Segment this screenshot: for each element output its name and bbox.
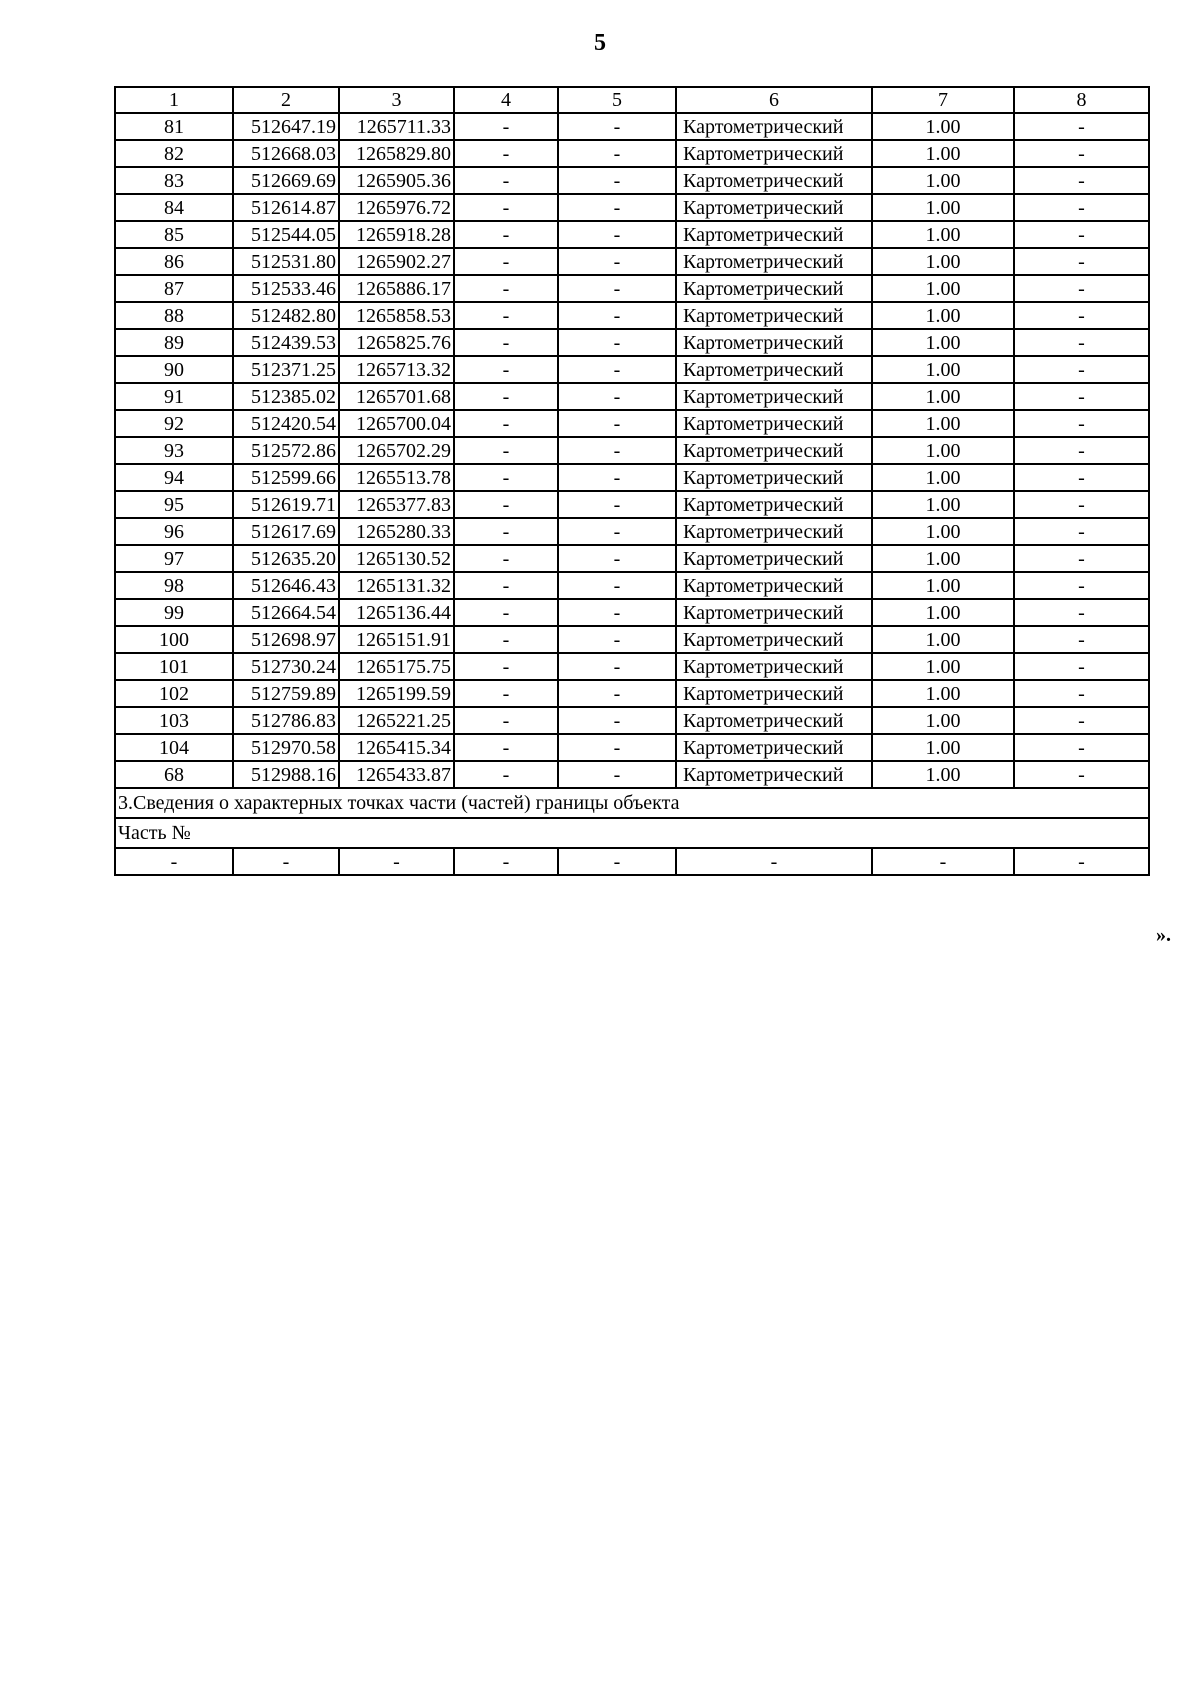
cell-col-5: - — [558, 491, 676, 518]
cell-accuracy: 1.00 — [872, 734, 1014, 761]
cell-x-coordinate: 512730.24 — [233, 653, 339, 680]
cell-y-coordinate: 1265131.32 — [339, 572, 454, 599]
cell-x-coordinate: 512385.02 — [233, 383, 339, 410]
cell-method: Картометрический — [676, 410, 872, 437]
cell-col-8: - — [1014, 275, 1149, 302]
cell-accuracy: 1.00 — [872, 761, 1014, 788]
cell-col-5: - — [558, 329, 676, 356]
cell-accuracy: 1.00 — [872, 680, 1014, 707]
cell-accuracy: 1.00 — [872, 194, 1014, 221]
cell-x-coordinate: 512617.69 — [233, 518, 339, 545]
cell-method: Картометрический — [676, 653, 872, 680]
table-row — [115, 626, 1149, 653]
table-row — [115, 599, 1149, 626]
cell-x-coordinate: 512619.71 — [233, 491, 339, 518]
table-row — [115, 329, 1149, 356]
cell-col-4: - — [454, 140, 558, 167]
cell-point-number: 89 — [115, 329, 233, 356]
cell-col-4: - — [454, 302, 558, 329]
cell-col-8: - — [1014, 221, 1149, 248]
cell-x-coordinate: 512647.19 — [233, 113, 339, 140]
cell-y-coordinate: 1265918.28 — [339, 221, 454, 248]
cell-col-8: - — [1014, 707, 1149, 734]
cell-point-number: 68 — [115, 761, 233, 788]
cell-col-5: - — [558, 167, 676, 194]
cell-y-coordinate: 1265433.87 — [339, 761, 454, 788]
empty-cell: - — [558, 848, 676, 875]
cell-x-coordinate: 512544.05 — [233, 221, 339, 248]
cell-col-4: - — [454, 545, 558, 572]
coordinates-table — [114, 86, 1150, 876]
cell-col-5: - — [558, 383, 676, 410]
cell-accuracy: 1.00 — [872, 464, 1014, 491]
cell-col-8: - — [1014, 329, 1149, 356]
cell-col-8: - — [1014, 518, 1149, 545]
cell-x-coordinate: 512668.03 — [233, 140, 339, 167]
cell-method: Картометрический — [676, 518, 872, 545]
cell-col-4: - — [454, 194, 558, 221]
cell-y-coordinate: 1265902.27 — [339, 248, 454, 275]
cell-x-coordinate: 512698.97 — [233, 626, 339, 653]
column-header-8: 8 — [1014, 87, 1149, 113]
table-row — [115, 437, 1149, 464]
table-row — [115, 221, 1149, 248]
cell-x-coordinate: 512635.20 — [233, 545, 339, 572]
table-row — [115, 113, 1149, 140]
cell-point-number: 84 — [115, 194, 233, 221]
cell-x-coordinate: 512664.54 — [233, 599, 339, 626]
cell-point-number: 104 — [115, 734, 233, 761]
table-row — [115, 167, 1149, 194]
cell-y-coordinate: 1265858.53 — [339, 302, 454, 329]
table-row — [115, 572, 1149, 599]
cell-col-5: - — [558, 248, 676, 275]
cell-method: Картометрический — [676, 545, 872, 572]
cell-x-coordinate: 512572.86 — [233, 437, 339, 464]
cell-y-coordinate: 1265701.68 — [339, 383, 454, 410]
empty-cell: - — [454, 848, 558, 875]
cell-point-number: 83 — [115, 167, 233, 194]
cell-col-8: - — [1014, 653, 1149, 680]
cell-y-coordinate: 1265700.04 — [339, 410, 454, 437]
cell-accuracy: 1.00 — [872, 626, 1014, 653]
cell-col-4: - — [454, 626, 558, 653]
table-row — [115, 194, 1149, 221]
cell-accuracy: 1.00 — [872, 302, 1014, 329]
cell-col-5: - — [558, 680, 676, 707]
cell-col-8: - — [1014, 167, 1149, 194]
cell-method: Картометрический — [676, 734, 872, 761]
cell-col-8: - — [1014, 356, 1149, 383]
empty-cell: - — [115, 848, 233, 875]
cell-col-5: - — [558, 761, 676, 788]
cell-point-number: 92 — [115, 410, 233, 437]
cell-method: Картометрический — [676, 167, 872, 194]
table-row — [115, 491, 1149, 518]
cell-col-8: - — [1014, 626, 1149, 653]
cell-point-number: 82 — [115, 140, 233, 167]
cell-col-8: - — [1014, 491, 1149, 518]
table-row — [115, 248, 1149, 275]
cell-x-coordinate: 512646.43 — [233, 572, 339, 599]
cell-col-5: - — [558, 302, 676, 329]
cell-x-coordinate: 512533.46 — [233, 275, 339, 302]
cell-col-8: - — [1014, 734, 1149, 761]
empty-cell: - — [872, 848, 1014, 875]
cell-x-coordinate: 512786.83 — [233, 707, 339, 734]
cell-point-number: 85 — [115, 221, 233, 248]
cell-method: Картометрический — [676, 140, 872, 167]
cell-y-coordinate: 1265711.33 — [339, 113, 454, 140]
table-header-row — [115, 87, 1149, 113]
cell-y-coordinate: 1265221.25 — [339, 707, 454, 734]
cell-method: Картометрический — [676, 248, 872, 275]
empty-cell: - — [233, 848, 339, 875]
cell-method: Картометрический — [676, 464, 872, 491]
empty-cell: - — [1014, 848, 1149, 875]
cell-col-4: - — [454, 707, 558, 734]
cell-point-number: 96 — [115, 518, 233, 545]
cell-x-coordinate: 512439.53 — [233, 329, 339, 356]
cell-y-coordinate: 1265825.76 — [339, 329, 454, 356]
cell-x-coordinate: 512988.16 — [233, 761, 339, 788]
cell-col-5: - — [558, 221, 676, 248]
table-row — [115, 545, 1149, 572]
cell-point-number: 95 — [115, 491, 233, 518]
cell-point-number: 101 — [115, 653, 233, 680]
cell-point-number: 103 — [115, 707, 233, 734]
cell-col-5: - — [558, 734, 676, 761]
cell-col-8: - — [1014, 410, 1149, 437]
cell-col-4: - — [454, 167, 558, 194]
cell-accuracy: 1.00 — [872, 356, 1014, 383]
cell-col-5: - — [558, 545, 676, 572]
cell-col-8: - — [1014, 464, 1149, 491]
cell-x-coordinate: 512970.58 — [233, 734, 339, 761]
cell-accuracy: 1.00 — [872, 221, 1014, 248]
cell-accuracy: 1.00 — [872, 653, 1014, 680]
cell-col-4: - — [454, 572, 558, 599]
cell-method: Картометрический — [676, 113, 872, 140]
part-number-label: Часть № — [115, 818, 1149, 848]
empty-cell: - — [339, 848, 454, 875]
cell-col-4: - — [454, 599, 558, 626]
closing-quote-mark: ». — [1156, 924, 1171, 946]
table-row — [115, 356, 1149, 383]
cell-accuracy: 1.00 — [872, 113, 1014, 140]
cell-point-number: 87 — [115, 275, 233, 302]
cell-col-4: - — [454, 464, 558, 491]
table-row — [115, 302, 1149, 329]
cell-x-coordinate: 512531.80 — [233, 248, 339, 275]
cell-col-8: - — [1014, 572, 1149, 599]
cell-method: Картометрический — [676, 329, 872, 356]
cell-method: Картометрический — [676, 302, 872, 329]
cell-method: Картометрический — [676, 680, 872, 707]
cell-accuracy: 1.00 — [872, 491, 1014, 518]
cell-col-8: - — [1014, 140, 1149, 167]
cell-col-4: - — [454, 329, 558, 356]
cell-col-5: - — [558, 356, 676, 383]
cell-point-number: 90 — [115, 356, 233, 383]
cell-accuracy: 1.00 — [872, 545, 1014, 572]
cell-method: Картометрический — [676, 491, 872, 518]
cell-col-4: - — [454, 680, 558, 707]
cell-y-coordinate: 1265280.33 — [339, 518, 454, 545]
column-header-6: 6 — [676, 87, 872, 113]
cell-col-8: - — [1014, 194, 1149, 221]
cell-method: Картометрический — [676, 599, 872, 626]
cell-col-5: - — [558, 572, 676, 599]
table-row — [115, 140, 1149, 167]
cell-accuracy: 1.00 — [872, 248, 1014, 275]
cell-accuracy: 1.00 — [872, 572, 1014, 599]
cell-col-4: - — [454, 653, 558, 680]
cell-method: Картометрический — [676, 194, 872, 221]
cell-col-4: - — [454, 761, 558, 788]
cell-col-4: - — [454, 113, 558, 140]
column-header-2: 2 — [233, 87, 339, 113]
cell-col-8: - — [1014, 599, 1149, 626]
cell-col-8: - — [1014, 248, 1149, 275]
cell-col-5: - — [558, 140, 676, 167]
cell-col-4: - — [454, 410, 558, 437]
cell-col-8: - — [1014, 680, 1149, 707]
cell-accuracy: 1.00 — [872, 329, 1014, 356]
cell-col-4: - — [454, 383, 558, 410]
cell-col-8: - — [1014, 761, 1149, 788]
cell-col-5: - — [558, 275, 676, 302]
cell-point-number: 99 — [115, 599, 233, 626]
page-number: 5 — [594, 30, 606, 56]
cell-y-coordinate: 1265151.91 — [339, 626, 454, 653]
cell-y-coordinate: 1265377.83 — [339, 491, 454, 518]
table-row — [115, 410, 1149, 437]
cell-col-5: - — [558, 707, 676, 734]
cell-y-coordinate: 1265702.29 — [339, 437, 454, 464]
cell-col-5: - — [558, 194, 676, 221]
cell-method: Картометрический — [676, 275, 872, 302]
table-row — [115, 464, 1149, 491]
column-header-1: 1 — [115, 87, 233, 113]
cell-point-number: 98 — [115, 572, 233, 599]
cell-method: Картометрический — [676, 437, 872, 464]
cell-col-4: - — [454, 734, 558, 761]
cell-accuracy: 1.00 — [872, 437, 1014, 464]
cell-y-coordinate: 1265199.59 — [339, 680, 454, 707]
cell-col-4: - — [454, 437, 558, 464]
cell-x-coordinate: 512614.87 — [233, 194, 339, 221]
table-row — [115, 761, 1149, 788]
table-body — [115, 113, 1149, 875]
cell-y-coordinate: 1265415.34 — [339, 734, 454, 761]
cell-col-5: - — [558, 653, 676, 680]
cell-y-coordinate: 1265713.32 — [339, 356, 454, 383]
table-row — [115, 680, 1149, 707]
cell-accuracy: 1.00 — [872, 707, 1014, 734]
column-header-4: 4 — [454, 87, 558, 113]
cell-y-coordinate: 1265130.52 — [339, 545, 454, 572]
cell-y-coordinate: 1265136.44 — [339, 599, 454, 626]
cell-accuracy: 1.00 — [872, 518, 1014, 545]
cell-point-number: 81 — [115, 113, 233, 140]
cell-x-coordinate: 512482.80 — [233, 302, 339, 329]
cell-x-coordinate: 512420.54 — [233, 410, 339, 437]
cell-y-coordinate: 1265175.75 — [339, 653, 454, 680]
cell-col-5: - — [558, 626, 676, 653]
cell-point-number: 91 — [115, 383, 233, 410]
cell-col-5: - — [558, 113, 676, 140]
table-row — [115, 707, 1149, 734]
cell-col-8: - — [1014, 437, 1149, 464]
cell-col-4: - — [454, 518, 558, 545]
cell-col-4: - — [454, 248, 558, 275]
cell-col-4: - — [454, 221, 558, 248]
column-header-7: 7 — [872, 87, 1014, 113]
cell-y-coordinate: 1265976.72 — [339, 194, 454, 221]
column-header-5: 5 — [558, 87, 676, 113]
cell-accuracy: 1.00 — [872, 275, 1014, 302]
empty-cell: - — [676, 848, 872, 875]
cell-accuracy: 1.00 — [872, 599, 1014, 626]
cell-x-coordinate: 512599.66 — [233, 464, 339, 491]
cell-col-5: - — [558, 410, 676, 437]
cell-point-number: 93 — [115, 437, 233, 464]
cell-col-4: - — [454, 491, 558, 518]
cell-method: Картометрический — [676, 356, 872, 383]
table-row — [115, 383, 1149, 410]
cell-col-5: - — [558, 437, 676, 464]
cell-accuracy: 1.00 — [872, 140, 1014, 167]
cell-col-4: - — [454, 275, 558, 302]
column-header-3: 3 — [339, 87, 454, 113]
cell-method: Картометрический — [676, 572, 872, 599]
cell-col-8: - — [1014, 302, 1149, 329]
cell-y-coordinate: 1265905.36 — [339, 167, 454, 194]
cell-col-5: - — [558, 518, 676, 545]
cell-point-number: 88 — [115, 302, 233, 329]
cell-method: Картометрический — [676, 221, 872, 248]
cell-method: Картометрический — [676, 707, 872, 734]
table-row — [115, 518, 1149, 545]
cell-accuracy: 1.00 — [872, 383, 1014, 410]
cell-method: Картометрический — [676, 761, 872, 788]
cell-accuracy: 1.00 — [872, 167, 1014, 194]
cell-col-8: - — [1014, 545, 1149, 572]
section-3-title: 3.Сведения о характерных точках части (частей) границы объекта — [115, 788, 1149, 818]
cell-point-number: 100 — [115, 626, 233, 653]
cell-y-coordinate: 1265513.78 — [339, 464, 454, 491]
cell-col-5: - — [558, 464, 676, 491]
cell-col-5: - — [558, 599, 676, 626]
cell-col-4: - — [454, 356, 558, 383]
cell-x-coordinate: 512669.69 — [233, 167, 339, 194]
cell-point-number: 86 — [115, 248, 233, 275]
cell-method: Картометрический — [676, 626, 872, 653]
cell-col-8: - — [1014, 113, 1149, 140]
cell-accuracy: 1.00 — [872, 410, 1014, 437]
cell-point-number: 97 — [115, 545, 233, 572]
section-title-row — [115, 788, 1149, 818]
empty-part-row — [115, 848, 1149, 875]
table-row — [115, 653, 1149, 680]
table-row — [115, 734, 1149, 761]
cell-x-coordinate: 512371.25 — [233, 356, 339, 383]
cell-col-8: - — [1014, 383, 1149, 410]
cell-y-coordinate: 1265829.80 — [339, 140, 454, 167]
cell-point-number: 102 — [115, 680, 233, 707]
cell-method: Картометрический — [676, 383, 872, 410]
part-label-row — [115, 818, 1149, 848]
cell-x-coordinate: 512759.89 — [233, 680, 339, 707]
table-row — [115, 275, 1149, 302]
cell-y-coordinate: 1265886.17 — [339, 275, 454, 302]
cell-point-number: 94 — [115, 464, 233, 491]
